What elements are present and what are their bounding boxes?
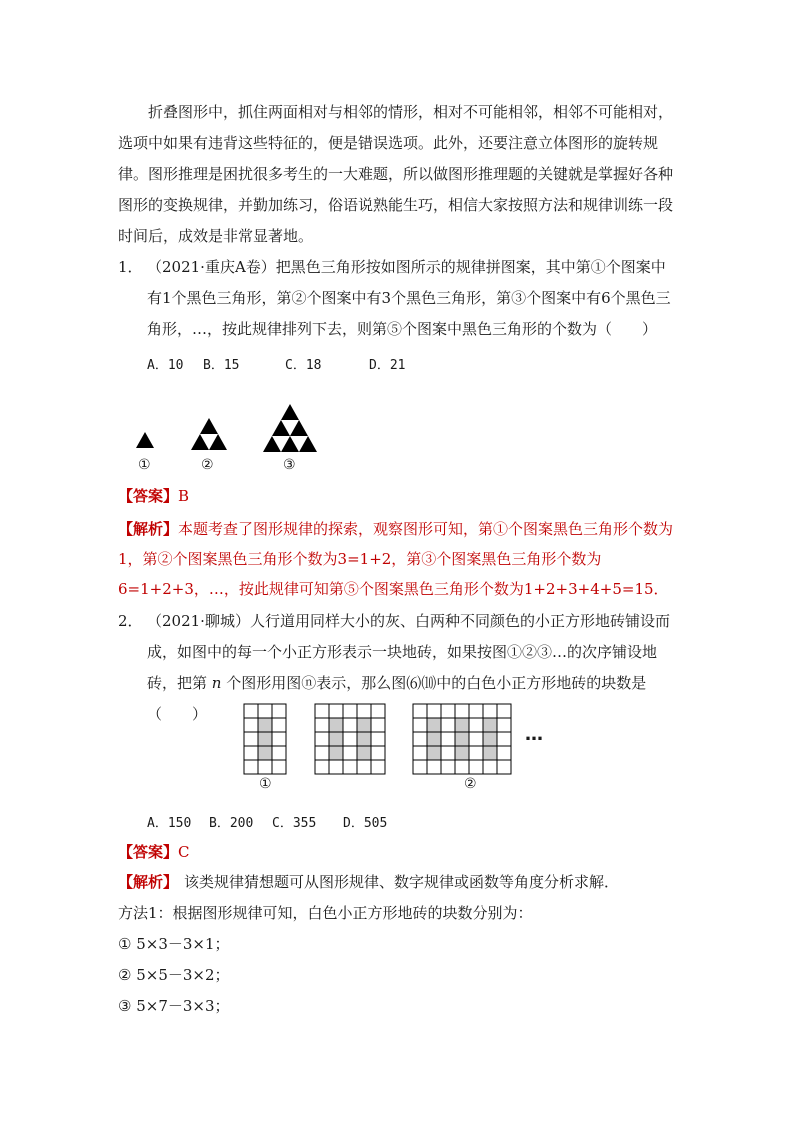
white-tile [441, 760, 455, 774]
white-tile [315, 760, 329, 774]
white-tile [343, 718, 357, 732]
gray-tile [455, 732, 469, 746]
q2-method: 方法1：根据图形规律可知，白色小正方形地砖的块数分别为： [118, 904, 533, 922]
gray-tile [357, 718, 371, 732]
q1-answer-label: 【答案】 [118, 487, 179, 505]
gray-tile [427, 746, 441, 760]
q1-choice-a[interactable]: A．10 [147, 358, 184, 373]
q2-analysis-label: 【解析】 [118, 873, 179, 891]
white-tile [427, 760, 441, 774]
q2-fig-label-2: ② [464, 776, 477, 792]
white-tile [455, 704, 469, 718]
gray-tile [258, 718, 272, 732]
white-tile [272, 760, 286, 774]
white-tile [244, 718, 258, 732]
q1-choice-c[interactable]: C．18 [285, 358, 322, 373]
white-tile [413, 746, 427, 760]
white-tile [329, 760, 343, 774]
q2-step-1: ① 5×3－3×1； [118, 935, 230, 953]
white-tile [244, 704, 258, 718]
q1-analysis-text: 本题考查了图形规律的探索，观察图形可知，第①个图案黑色三角形个数为1，第②个图案黑色三角形个数为3=1+2，第③个图案黑色三角形个数为6=1+2+3，…，按此规律可知第⑤个图案黑色三角形个数为1+2+3+4+5=15． [118, 520, 674, 598]
white-tile [497, 704, 511, 718]
white-tile [469, 732, 483, 746]
gray-tile [329, 718, 343, 732]
white-tile [258, 704, 272, 718]
gray-tile [329, 732, 343, 746]
gray-tile [455, 746, 469, 760]
gray-tile [258, 746, 272, 760]
white-tile [272, 732, 286, 746]
white-tile [343, 732, 357, 746]
gray-tile [483, 718, 497, 732]
white-tile [455, 760, 469, 774]
white-tile [272, 718, 286, 732]
white-tile [244, 746, 258, 760]
q2-analysis-text: 该类规律猜想题可从图形规律、数字规律或函数等角度分析求解． [184, 873, 620, 891]
white-tile [427, 704, 441, 718]
white-tile [413, 760, 427, 774]
q2-answer-value: C [178, 843, 190, 861]
white-tile [371, 718, 385, 732]
q1-text: （2021·重庆A卷）把黑色三角形按如图所示的规律拼图案，其中第①个图案中有1个黑色三角形，第②个图案中有3个黑色三角形，第③个图案中有6个黑色三角形，…，按此规律排列下去，则第⑤个图案中黑色三角形的个数为（ ） [147, 258, 671, 338]
white-tile [441, 704, 455, 718]
white-tile [371, 746, 385, 760]
q2-answer [118, 840, 190, 864]
white-tile [315, 732, 329, 746]
q2-choice-d[interactable]: D．505 [343, 816, 388, 831]
white-tile [343, 746, 357, 760]
white-tile [343, 760, 357, 774]
q2-fig-label-1: ① [259, 776, 272, 792]
intro-paragraph-1: 折叠图形中，抓住两面相对与相邻的情形，相对不可能相邻，相邻不可能相对，选项中如果有违背这些特征的，便是错误选项。此外，还要注意立体图形的旋转规律。 [118, 103, 674, 183]
q1-fig-label-1: ① [138, 457, 151, 473]
q2-step-2: ② 5×5－3×2； [118, 966, 230, 984]
q1-analysis-label: 【解析】 [118, 520, 179, 538]
white-tile [469, 760, 483, 774]
white-tile [413, 704, 427, 718]
gray-tile [357, 746, 371, 760]
white-tile [244, 732, 258, 746]
white-tile [357, 760, 371, 774]
white-tile [258, 760, 272, 774]
white-tile [497, 718, 511, 732]
gray-tile [427, 718, 441, 732]
q2-ellipsis: … [525, 724, 543, 745]
white-tile [329, 704, 343, 718]
white-tile [272, 704, 286, 718]
gray-tile [258, 732, 272, 746]
white-tile [244, 760, 258, 774]
q1-number: 1． [118, 258, 143, 276]
white-tile [483, 704, 497, 718]
white-tile [343, 704, 357, 718]
white-tile [315, 718, 329, 732]
q1-choice-d[interactable]: D．21 [369, 358, 406, 373]
q2-answer-label: 【答案】 [118, 843, 179, 861]
white-tile [371, 732, 385, 746]
white-tile [413, 732, 427, 746]
gray-tile [427, 732, 441, 746]
white-tile [371, 760, 385, 774]
white-tile [441, 718, 455, 732]
white-tile [469, 718, 483, 732]
gray-tile [483, 732, 497, 746]
q2-number: 2． [118, 612, 143, 630]
q1-answer-value: B [178, 487, 190, 505]
q2-text-n: n [211, 674, 222, 692]
q1-fig-label-2: ② [201, 457, 214, 473]
white-tile [497, 746, 511, 760]
gray-tile [357, 732, 371, 746]
white-tile [357, 704, 371, 718]
white-tile [483, 760, 497, 774]
q2-text-b: 个图形用图ⓝ表示，那么图⑹⑽中的白色小正方形地砖的块数是（ ） [147, 674, 647, 723]
white-tile [272, 746, 286, 760]
white-tile [441, 732, 455, 746]
white-tile [497, 760, 511, 774]
intro-paragraph-2: 图形推理是困扰很多考生的一大难题，所以做图形推理题的关键就是掌握好各种图形的变换规律，并勤加练习，俗语说熟能生巧，相信大家按照方法和规律训练一段时间后，成效是非常显著地。 [118, 165, 674, 245]
q1-fig-label-3: ③ [283, 457, 296, 473]
gray-tile [455, 718, 469, 732]
q2-choice-a[interactable]: A．150 [147, 816, 192, 831]
white-tile [469, 704, 483, 718]
white-tile [469, 746, 483, 760]
white-tile [315, 746, 329, 760]
q2-text-a: （2021·聊城）人行道用同样大小的灰、白两种不同颜色的小正方形地砖铺设而成，如图中的每一个小正方形表示一块地砖，如果按图①②③…的次序铺设地砖，把第 [147, 612, 670, 692]
white-tile [441, 746, 455, 760]
gray-tile [483, 746, 497, 760]
white-tile [497, 732, 511, 746]
q2-choice-c[interactable]: C．355 [272, 816, 317, 831]
white-tile [371, 704, 385, 718]
q2-step-3: ③ 5×7－3×3； [118, 997, 230, 1015]
q2-analysis [118, 870, 619, 894]
gray-tile [329, 746, 343, 760]
q1-choice-b[interactable]: B．15 [203, 358, 240, 373]
q2-choice-b[interactable]: B．200 [209, 816, 254, 831]
white-tile [413, 718, 427, 732]
white-tile [315, 704, 329, 718]
